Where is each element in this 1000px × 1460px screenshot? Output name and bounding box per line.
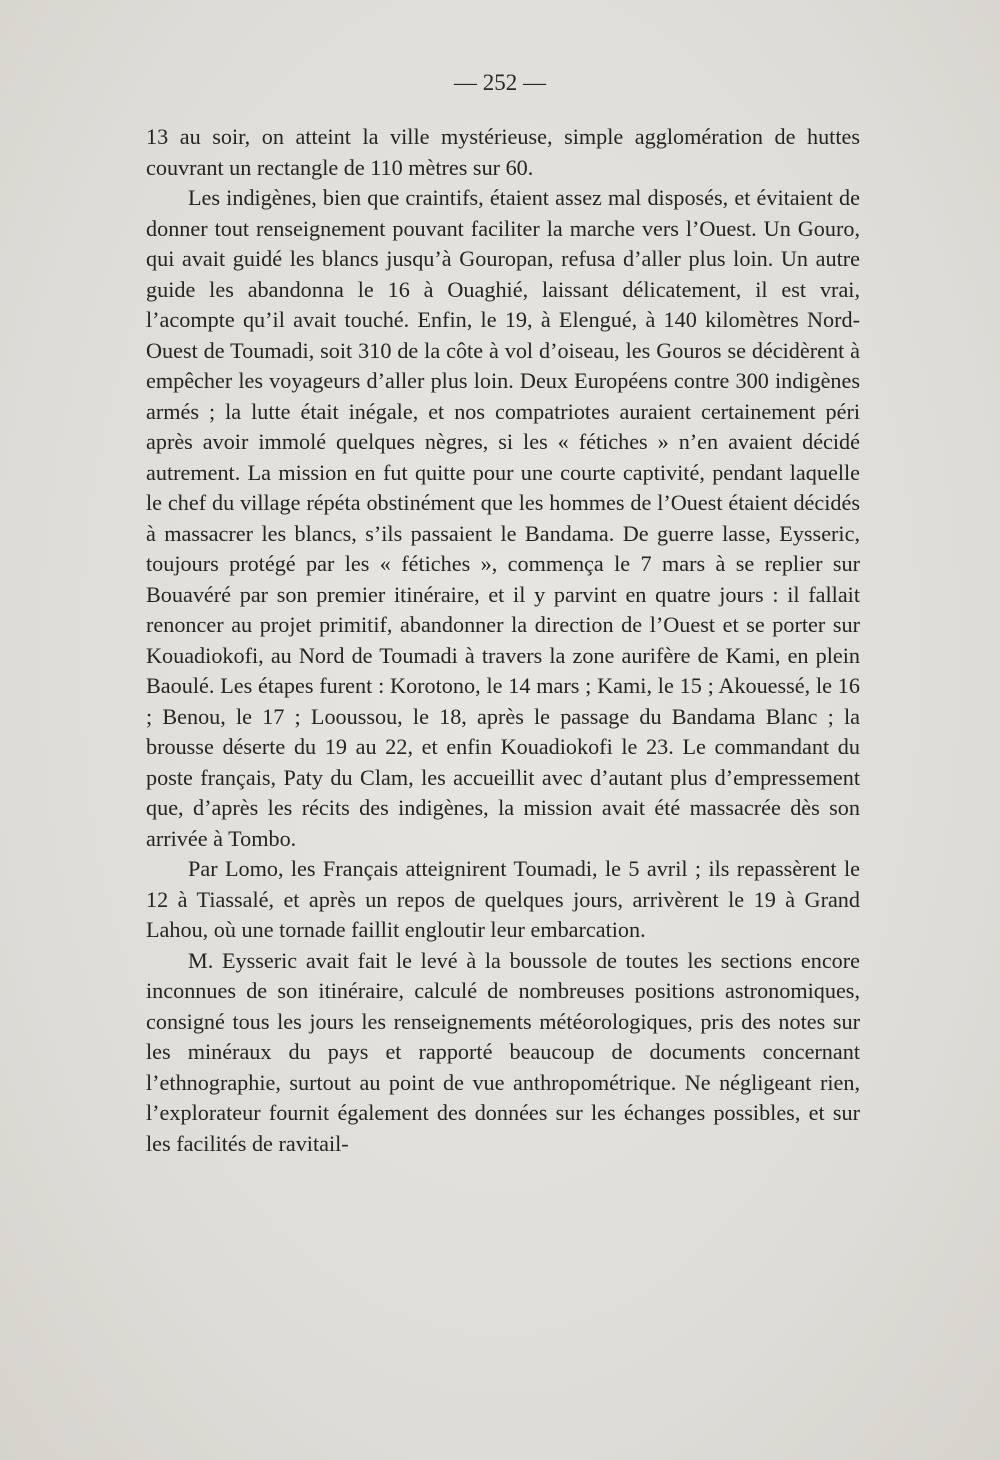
paragraph-1: 13 au soir, on atteint la ville mystérieuse, simple agglomération de huttes couvrant un rectangle de 110 mètres sur 60.: [146, 124, 860, 180]
page-number: — 252 —: [454, 70, 546, 95]
paragraph-2: Les indigènes, bien que craintifs, étaient assez mal disposés, et évitaient de donner tout renseignement pouvant faciliter la marche vers l’Ouest. Un Gouro, qui avait guidé les blancs jusqu’à Gouropan, refusa d’aller plus loin. Un autre guide les abandonna le 16 à Ouaghié, laissant délicatement, il est vrai, l’acompte qu’il avait touché. Enfin, le 19, à Elengué, à 140 kilomètres Nord-Ouest de Toumadi, soit 310 de la côte à vol d’oiseau, les Gouros se décidèrent à empêcher les voyageurs d’aller plus loin. Deux Européens contre 300 indigènes armés ; la lutte était inégale, et nos compatriotes auraient certainement péri après avoir immolé quelques nègres, si les « fétiches » n’en avaient décidé autrement. La mission en fut quitte pour une courte captivité, pendant laquelle le chef du village répéta obstinément que les hommes de l’Ouest étaient décidés à massacrer les blancs, s’ils passaient le Bandama. De guerre lasse, Eysseric, toujours protégé par les « fétiches », commença le 7 mars à se replier sur Bouavéré par son premier itinéraire, et il y parvint en quatre jours : il fallait renoncer au projet primitif, abandonner la direction de l’Ouest et se porter sur Kouadiokofi, au Nord de Toumadi à travers la zone aurifère de Kami, en plein Baoulé. Les étapes furent : Korotono, le 14 mars ; Kami, le 15 ; Akouessé, le 16 ; Benou, le 17 ; Looussou, le 18, après le passage du Bandama Blanc ; la brousse déserte du 19 au 22, et enfin Kouadiokofi le 23. Le commandant du poste français, Paty du Clam, les accueillit avec d’autant plus d’empressement que, d’après les récits des indigènes, la mission avait été massacrée dès son arrivée à Tombo.: [146, 185, 860, 851]
body-text: [146, 122, 860, 1159]
paragraph-4: M. Eysseric avait fait le levé à la boussole de toutes les sections encore inconnues de son itinéraire, calculé de nombreuses positions astronomiques, consigné tous les jours les renseignements météorologiques, pris des notes sur les minéraux du pays et rapporté beaucoup de documents concernant l’ethnographie, surtout au point de vue anthropométrique. Ne négligeant rien, l’explorateur fournit également des données sur les échanges possibles, et sur les facilités de ravitail-: [146, 947, 860, 1156]
paragraph-3: Par Lomo, les Français atteignirent Toumadi, le 5 avril ; ils repassèrent le 12 à Tiassalé, et après un repos de quelques jours, arrivèrent le 19 à Grand Lahou, où une tornade faillit engloutir leur embarcation.: [146, 856, 860, 942]
